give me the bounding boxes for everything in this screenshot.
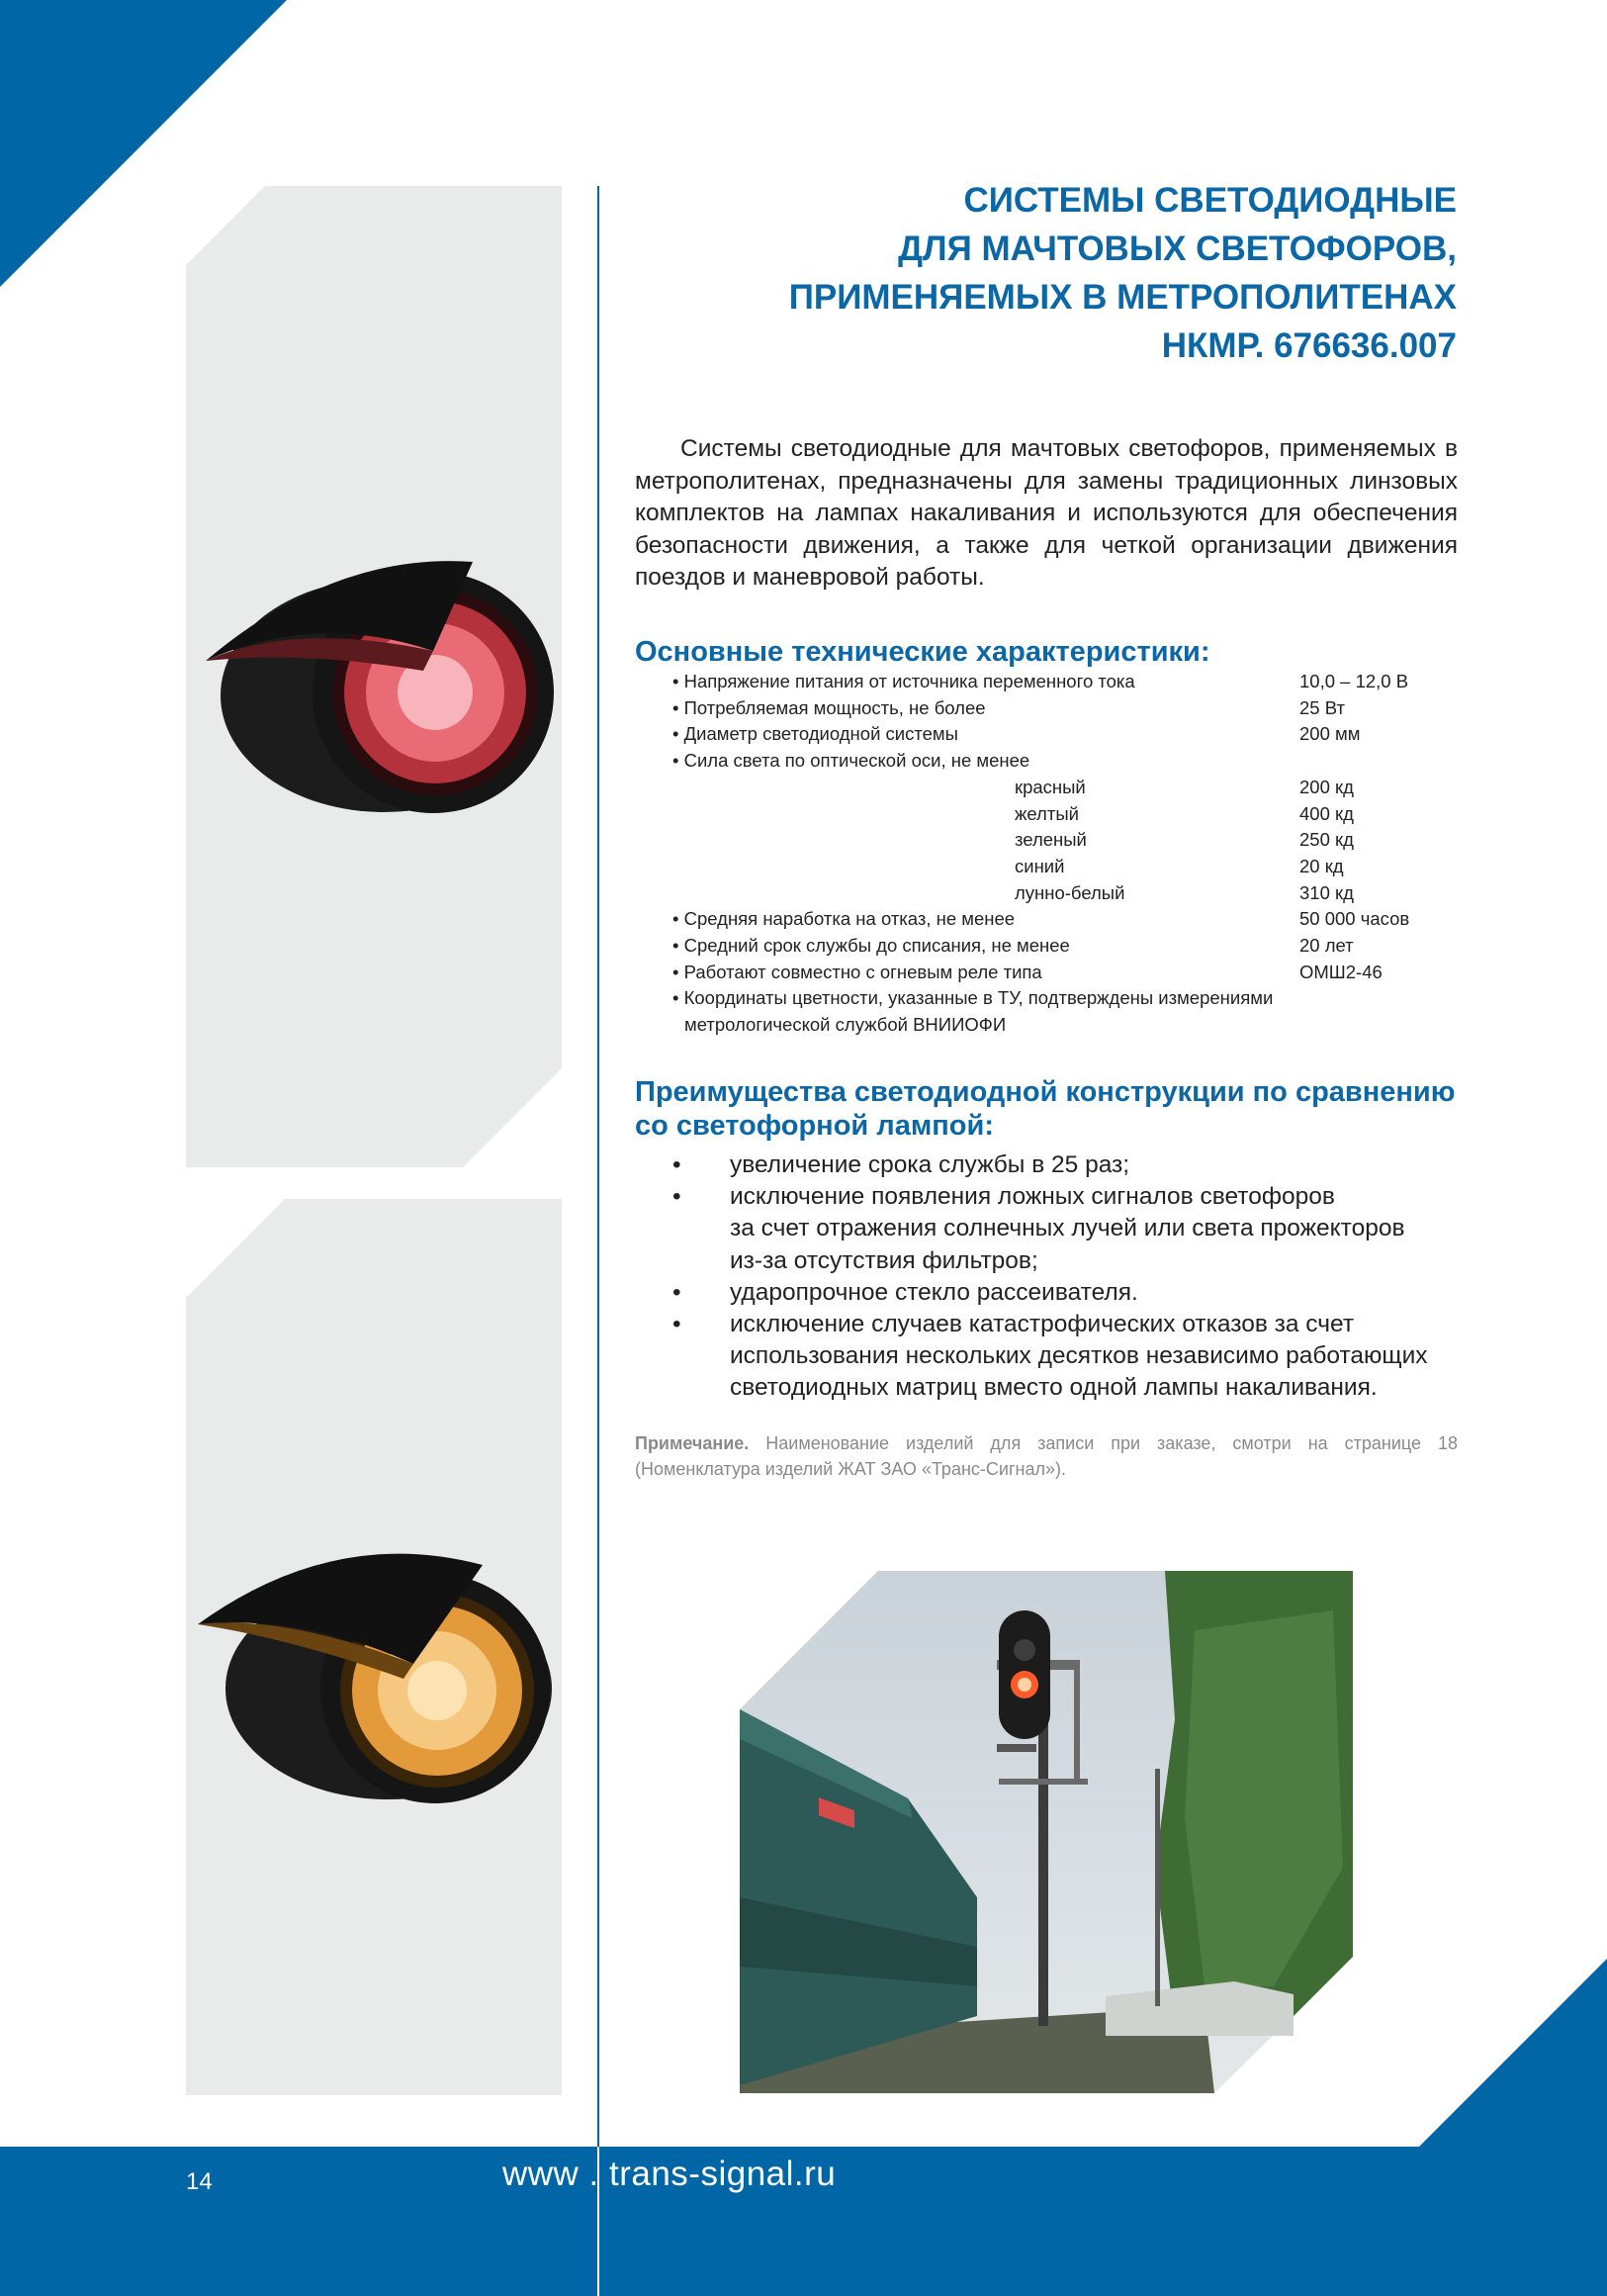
spec-color-lunar-white-label: лунно-белый: [1015, 881, 1125, 903]
spec-voltage-label: • Напряжение питания от источника переменного тока: [672, 671, 1135, 691]
advantage-1-line-1: увеличение срока службы в 25 раз;: [730, 1151, 1130, 1178]
spec-power-label: • Потребляемая мощность, не более: [672, 696, 986, 718]
advantage-4-line-1: исключение случаев катастрофических отказов за счет: [730, 1311, 1355, 1338]
list-item: [635, 1277, 1466, 1309]
note-label: Примечание.: [635, 1433, 750, 1453]
spec-color-blue-value: 20 кд: [1299, 855, 1344, 876]
product-panel-yellow: [186, 1199, 562, 2095]
bullet: •: [672, 1311, 681, 1338]
list-item: [635, 1149, 1466, 1181]
advantages-heading: [635, 1075, 1456, 1143]
vertical-divider: [597, 186, 599, 2296]
spec-lifetime-value: 20 лет: [1299, 935, 1354, 956]
advantage-2-line-1: исключение появления ложных сигналов светофоров: [730, 1183, 1335, 1211]
advantages-heading-line-1: Преимущества светодиодной конструкции по сравнению: [635, 1076, 1456, 1108]
spec-diameter-value: 200 мм: [1299, 723, 1361, 745]
specs-list: [0, 669, 1607, 1045]
spec-intensity-label: • Сила света по оптической оси, не менее: [672, 750, 1030, 772]
bullet: •: [672, 1183, 681, 1211]
corner-decoration-bottom-right: [1419, 1959, 1607, 2147]
spec-coords-line-2: метрологической службой ВНИИОФИ: [684, 1014, 1007, 1036]
spec-diameter-label: • Диаметр светодиодной системы: [672, 723, 958, 745]
list-item: [635, 1309, 1466, 1405]
spec-power-value: 25 Вт: [1299, 696, 1345, 718]
website-url[interactable]: www . trans-signal.ru: [502, 2155, 837, 2193]
spec-color-red-label: красный: [1015, 776, 1086, 797]
advantages-heading-line-2: со светофорной лампой:: [635, 1110, 995, 1142]
title-line-2: ДЛЯ МАЧТОВЫХ СВЕТОФОРОВ,: [898, 230, 1457, 268]
bullet: •: [672, 1278, 681, 1306]
advantage-2-line-3: из-за отсутствия фильтров;: [730, 1246, 1038, 1274]
title-line-4: НКМР. 676636.007: [1161, 326, 1457, 365]
specs-heading: Основные технические характеристики:: [635, 636, 1210, 668]
spec-color-red-value: 200 кд: [1299, 776, 1354, 797]
intro-paragraph: Системы светодиодные для мачтовых светофоров, применяемых в метрополитенах, предназначены для замены традиционных линзовых комплектов на лампах накаливания и используются для обеспечения безопасности движения, а также для четкой организации движения поездов и маневровой работы.: [635, 435, 1458, 591]
page-title: [567, 176, 1457, 370]
spec-coords-line-1: • Координаты цветности, указанные в ТУ, подтверждены измерениями: [672, 987, 1274, 1009]
spec-color-yellow-label: желтый: [1015, 802, 1079, 824]
advantage-4-line-2: использования нескольких десятков независимо работающих: [730, 1342, 1428, 1370]
list-item: [635, 1181, 1466, 1277]
title-line-1: СИСТЕМЫ СВЕТОДИОДНЫЕ: [963, 181, 1457, 220]
metro-signal-photo: [740, 1571, 1353, 2093]
advantages-list: [635, 1149, 1466, 1405]
spec-relay-label: • Работают совместно с огневым реле типа: [672, 961, 1042, 982]
spec-mtbf-value: 50 000 часов: [1299, 908, 1410, 930]
advantage-3-line-1: ударопрочное стекло рассеивателя.: [730, 1278, 1138, 1306]
spec-relay-value: ОМШ2-46: [1299, 961, 1383, 982]
spec-color-green-label: зеленый: [1015, 829, 1087, 851]
spec-color-blue-label: синий: [1015, 855, 1065, 876]
spec-mtbf-label: • Средняя наработка на отказ, не менее: [672, 908, 1016, 930]
spec-lifetime-label: • Средний срок службы до списания, не менее: [672, 935, 1070, 956]
note: [635, 1430, 1458, 1482]
note-text: Наименование изделий для записи при заказе, смотри на странице 18 (Номенклатура изделий ЖАТ ЗАО «Транс-Сигнал»).: [635, 1433, 1458, 1479]
advantage-2-line-2: за счет отражения солнечных лучей или света прожекторов: [730, 1215, 1405, 1242]
bullet: •: [672, 1151, 681, 1178]
spec-color-yellow-value: 400 кд: [1299, 802, 1354, 824]
advantage-4-line-3: светодиодных матриц вместо одной лампы накаливания.: [730, 1374, 1378, 1402]
spec-color-green-value: 250 кд: [1299, 829, 1354, 851]
page-number: 14: [186, 2168, 213, 2195]
spec-color-lunar-white-value: 310 кд: [1299, 881, 1354, 903]
title-line-3: ПРИМЕНЯЕМЫХ В МЕТРОПОЛИТЕНАХ: [788, 278, 1457, 317]
spec-voltage-value: 10,0 – 12,0 В: [1299, 671, 1409, 691]
